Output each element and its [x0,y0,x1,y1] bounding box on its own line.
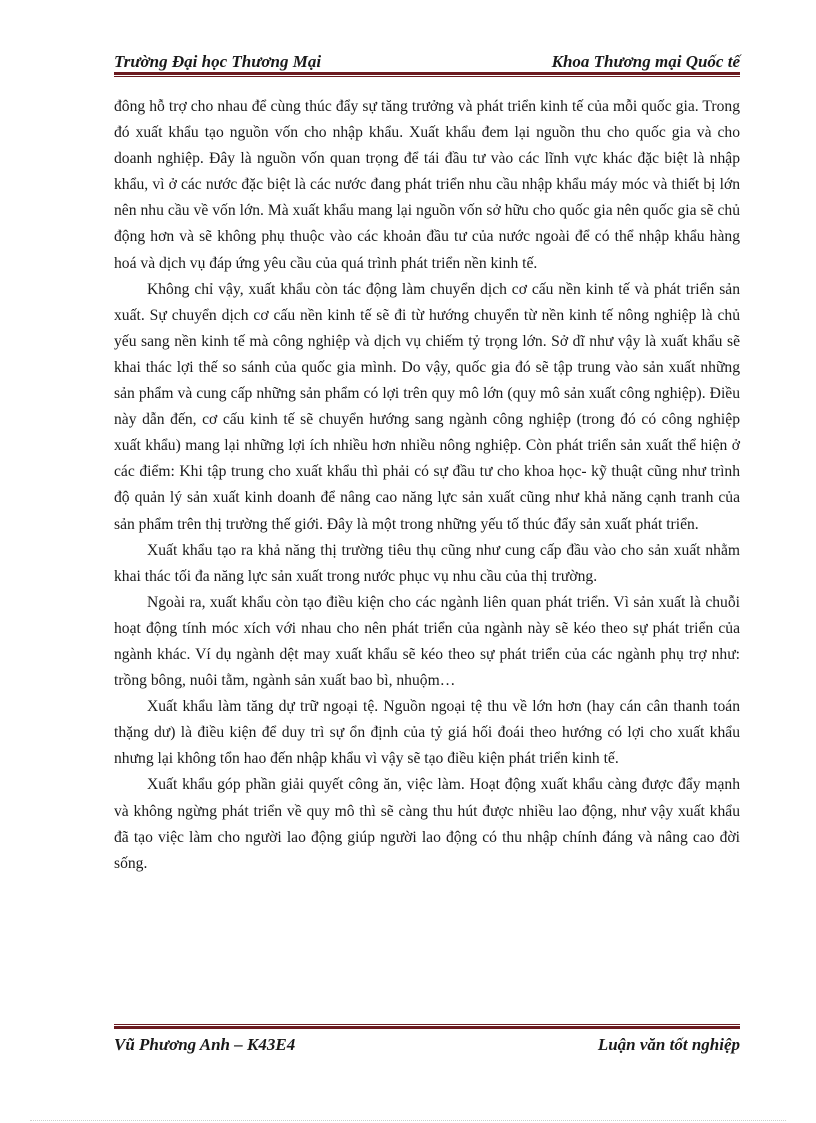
header-faculty-name: Khoa Thương mại Quốc tế [551,52,740,71]
body-paragraph-2: Không chỉ vậy, xuất khẩu còn tác động làm chuyển dịch cơ cấu nền kinh tế và phát triển sản xuất. Sự chuyển dịch cơ cấu nền kinh tế sẽ đi từ hướng chuyển từ nền kinh tế nông nghiệp là chủ yếu sang nền kinh tế mà công nghiệp và dịch vụ chiếm tỷ trọng lớn. Sở dĩ như vậy là xuất khẩu sẽ khai thác lợi thế so sánh của quốc gia mình. Do vậy, quốc gia đó sẽ tập trung vào sản xuất những sản phẩm và cung cấp những sản phẩm có lợi trên quy mô lớn (quy mô sản xuất công nghiệp). Điều này dẫn đến, cơ cấu kinh tế sẽ chuyển hướng sang ngành công nghiệp (trong đó có công nghiệp xuất khẩu) mang lại những lợi ích nhiều hơn nhiều nông nghiệp. Còn phát triển sản xuất thể hiện ở các điểm: Khi tập trung cho xuất khẩu thì phải có sự đầu tư cho khoa học- kỹ thuật cũng như trình độ quản lý sản xuất kinh doanh để nâng cao năng lực sản xuất cũng như khả năng cạnh tranh của sản phẩm trên thị trường thế giới. Đây là một trong những yếu tố thúc đẩy sản xuất phát triển. [114,280,740,533]
body-paragraph-4: Ngoài ra, xuất khẩu còn tạo điều kiện cho các ngành liên quan phát triển. Vì sản xuất là chuỗi hoạt động tính móc xích với nhau cho nên phát triển của ngành này sẽ kéo theo sự phát triển của ngành khác. Ví dụ ngành dệt may xuất khẩu sẽ kéo theo sự phát triển của các ngành phụ trợ như: trồng bông, nuôi tằm, ngành sản xuất bao bì, nhuộm… [114,593,740,690]
body-paragraph-6: Xuất khẩu góp phần giải quyết công ăn, việc làm. Hoạt động xuất khẩu càng được đẩy mạnh và không ngừng phát triển về quy mô thì sẽ càng thu hút được nhiều lao động, như vậy xuất khẩu đã tạo việc làm cho người lao động giúp người lao động có thu nhập chính đáng và nâng cao đời sống. [114,776,740,872]
footer-author: Vũ Phương Anh – K43E4 [114,1035,296,1054]
page-footer [114,1032,740,1058]
footer-rule [114,1024,740,1030]
page-boundary [30,1120,786,1121]
body-paragraph-1: đông hỗ trợ cho nhau để cùng thúc đẩy sự tăng trưởng và phát triển kinh tế của mỗi quốc gia. Trong đó xuất khẩu tạo nguồn vốn cho nhập khẩu. Xuất khẩu đem lại nguồn thu cho quốc gia và cho doanh nghiệp. Đây là nguồn vốn quan trọng để tái đầu tư vào các lĩnh vực khác đặc biệt là nhập khẩu, vì ở các nước đặc biệt là các nước đang phát triển nhu cầu nhập khẩu máy móc và thiết bị lớn nên nhu cầu về vốn lớn. Mà xuất khẩu mang lại nguồn vốn sở hữu cho quốc gia nên quốc gia sẽ chủ động hơn và sẽ không phụ thuộc vào các khoản đầu tư của nước ngoài để có thể nhập khẩu hàng hoá và dịch vụ đáp ứng yêu cầu của quá trình phát triển nền kinh tế. [114,98,740,272]
page-header [114,46,740,72]
body-paragraph-5: Xuất khẩu làm tăng dự trữ ngoại tệ. Nguồn ngoại tệ thu về lớn hơn (hay cán cân thanh toán thặng dư) là điều kiện để duy trì sự ổn định của tỷ giá hối đoái theo hướng có lợi cho xuất khẩu nhưng lại không tổn hao đến nhập khẩu vì vậy sẽ tạo điều kiện phát triển kinh tế. [114,698,740,768]
page-body [114,94,740,877]
header-rule [114,72,740,78]
header-school-name: Trường Đại học Thương Mại [114,52,322,71]
footer-document-type: Luận văn tốt nghiệp [597,1035,740,1054]
body-paragraph-3: Xuất khẩu tạo ra khả năng thị trường tiêu thụ cũng như cung cấp đầu vào cho sản xuất nhằm khai thác tối đa năng lực sản xuất trong nước phục vụ nhu cầu của thị trường. [114,541,740,585]
